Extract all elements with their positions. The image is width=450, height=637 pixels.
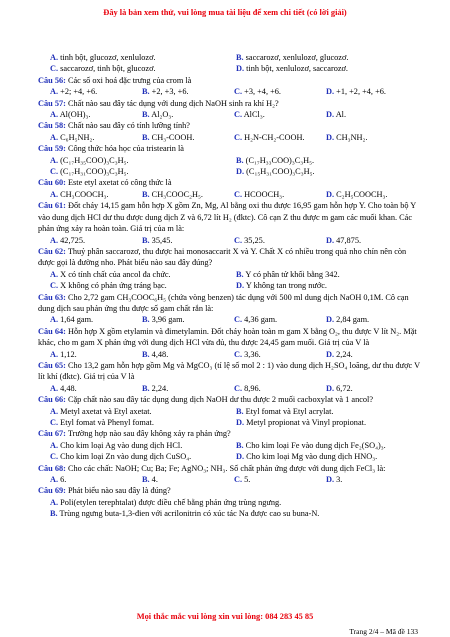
answer-option [50, 406, 236, 417]
option-letter: C. [234, 235, 243, 245]
answer-option [142, 349, 234, 360]
option-text: 35,25. [242, 235, 265, 245]
answer-row [38, 508, 422, 519]
question-text: Chất nào sau đây có tính lưỡng tính? [65, 121, 190, 131]
option-letter: C. [234, 349, 243, 359]
answer-option [236, 166, 422, 177]
answer-option [142, 314, 234, 325]
preview-banner: Đây là bản xem thử, vui lòng mua tài liệu để xem chi tiết (có lời giải) [103, 8, 347, 17]
option-letter: D. [326, 383, 335, 393]
question [38, 98, 422, 109]
answer-option [50, 451, 236, 462]
answer-option [326, 474, 418, 485]
option-letter: A. [50, 269, 59, 279]
answer-row [38, 52, 422, 63]
answer-option [50, 63, 236, 74]
question [38, 177, 422, 188]
option-letter: A. [50, 53, 59, 62]
option-letter: D. [326, 189, 335, 199]
question-number: Câu 60: [38, 178, 66, 188]
question [38, 75, 422, 86]
question [38, 120, 422, 131]
question-number: Câu 66: [38, 395, 66, 405]
answer-option [50, 383, 142, 394]
answer-option [50, 314, 142, 325]
answer-option [142, 474, 234, 485]
answer-option [142, 235, 234, 246]
option-text: CH₃COOC₂H₅. [149, 189, 204, 199]
option-letter: B. [142, 475, 150, 485]
option-letter: D. [236, 452, 245, 462]
option-text: (C₁₇H₃₁COO)₃C₃H₅. [58, 167, 129, 177]
option-letter: C. [234, 315, 243, 325]
option-text: 4,36 gam. [242, 315, 278, 325]
answer-row [38, 63, 422, 74]
answer-row [38, 383, 422, 394]
option-letter: A. [50, 110, 59, 120]
answer-option [326, 86, 418, 97]
option-text: +2; +4, +6. [58, 87, 98, 97]
answer-option [234, 383, 326, 394]
answer-option [50, 349, 142, 360]
option-text: +1, +2, +4, +6. [334, 87, 386, 97]
question-text: Chất nào sau đây tác dụng với dung dịch NaOH sinh ra khí H₂? [65, 98, 279, 108]
option-text: 47,875. [334, 235, 362, 245]
option-text: Cho kim loại Mg vào dung dịch HNO₃. [244, 452, 378, 462]
answer-option [142, 86, 234, 97]
question-number: Câu 64: [38, 326, 66, 336]
answer-row [38, 280, 422, 291]
option-letter: B. [142, 235, 150, 245]
question [38, 428, 422, 439]
option-letter: C. [234, 110, 243, 120]
option-letter: A. [50, 189, 59, 199]
option-letter: D. [236, 418, 245, 427]
option-text: Etyl fomat và Etyl acrylat. [243, 406, 334, 416]
answer-row [38, 86, 422, 97]
option-text: C₂H₅COOCH₃. [334, 189, 388, 199]
answer-option [50, 417, 236, 428]
option-text: AlCl₃. [242, 110, 265, 120]
option-text: (C₁₇H₃₃COO)₃C₃H₅. [243, 155, 315, 165]
answer-option [236, 406, 422, 417]
option-letter: B. [142, 132, 150, 142]
question-text: Cho 13,2 gam hỗn hợp gồm Mg và MgCO₃ (tỉ lệ số mol 2 : 1) vào dung dịch H₂SO₄ loãng, dư thu được V lít khí (đktc). Giá trị của V là [38, 360, 420, 382]
answer-option [50, 497, 281, 508]
answer-row [38, 406, 422, 417]
option-letter: C. [50, 418, 59, 427]
question-text: Cho các chất: NaOH; Cu; Ba; Fe; AgNO₃; NH₃. Số chất phản ứng được với dung dịch FeCl₃ là: [65, 463, 386, 473]
question-text: Cho 2,72 gam CH₃COOC₆H₅ (chứa vòng benzen) tác dụng với 500 ml dung dịch NaOH 0,1M. Cô cạn dung dịch sau phản ứng thu được số gam chất rắn là: [38, 292, 409, 313]
option-text: tinh bột, glucozơ, xenlulozơ. [58, 53, 156, 62]
option-letter: B. [142, 383, 150, 393]
option-letter: C. [234, 475, 243, 485]
question-text: Thuỷ phân saccarozơ, thu được hai monosaccarit X và Y. Chất X có nhiều trong quả nho chín nên còn được gọi là đường nho. Phát biểu nào sau đây đúng? [38, 246, 407, 268]
question [38, 246, 422, 269]
option-text: Poli(etylen terephtalat) được điều chế bằng phản ứng trùng ngưng. [58, 497, 282, 507]
option-text: 8,96. [242, 383, 261, 393]
answer-option [236, 63, 422, 74]
option-letter: C. [234, 132, 243, 142]
option-text: 2,24. [149, 383, 169, 393]
question-text: Phát biểu nào sau đây là đúng? [65, 486, 171, 496]
option-letter: A. [50, 497, 59, 507]
answer-option [142, 189, 234, 200]
option-text: Al. [334, 110, 347, 120]
option-letter: D. [236, 281, 245, 291]
answer-option [50, 235, 142, 246]
answer-option [326, 235, 418, 246]
option-text: Metyl propionat và Vinyl propionat. [244, 418, 367, 427]
answer-option [234, 474, 326, 485]
option-text: 6. [58, 475, 67, 485]
question-number: Câu 57: [38, 98, 66, 108]
option-letter: D. [236, 167, 245, 177]
option-letter: A. [50, 87, 59, 97]
answer-option [142, 132, 234, 143]
option-text: Al₂O₃. [149, 110, 174, 120]
answer-option [236, 451, 422, 462]
option-text: +2, +3, +6. [149, 87, 189, 97]
option-text: 2,84 gam. [334, 315, 370, 325]
answer-row [38, 474, 422, 485]
option-text: 4. [149, 475, 158, 485]
answer-option [50, 474, 142, 485]
answer-row [38, 451, 422, 462]
answer-row [38, 155, 422, 166]
option-text: Al(OH)₃. [58, 110, 91, 120]
page-number: Trang 2/4 – Mã đề 133 [349, 627, 418, 636]
answer-option [142, 383, 234, 394]
question-number: Câu 58: [38, 121, 66, 131]
option-letter: B. [236, 406, 244, 416]
option-letter: A. [50, 235, 59, 245]
answer-option [326, 109, 418, 120]
option-text: 5. [242, 475, 251, 485]
answer-option [50, 440, 236, 451]
option-letter: C. [50, 452, 59, 462]
option-letter: C. [50, 281, 59, 291]
answer-option [50, 166, 236, 177]
question-number: Câu 63: [38, 292, 66, 302]
answer-option [236, 269, 422, 280]
option-letter: B. [50, 509, 58, 519]
answer-option [326, 189, 418, 200]
option-text: (C₁₅H₃₁COO)₃C₃H₅. [244, 167, 315, 177]
question-number: Câu 61: [38, 201, 66, 211]
option-letter: A. [50, 406, 59, 416]
option-letter: B. [236, 440, 244, 450]
option-text: Cho kim loại Ag vào dung dịch HCl. [58, 440, 183, 450]
option-letter: C. [234, 189, 243, 199]
contact-banner: Mọi thắc mắc vui lòng xin vui lòng: 084 283 45 85 [136, 612, 314, 621]
option-letter: A. [50, 475, 59, 485]
answer-option [234, 109, 326, 120]
answer-row [38, 440, 422, 451]
option-text: (C₁₇H₃₅COO)₃C₃H₅. [58, 155, 129, 165]
option-letter: B. [142, 189, 150, 199]
question-number: Câu 59: [38, 144, 66, 154]
question-number: Câu 65: [38, 360, 66, 370]
answer-row [38, 349, 422, 360]
option-letter: D. [326, 132, 335, 142]
option-letter: A. [50, 155, 59, 165]
answer-option [50, 86, 142, 97]
answer-option [326, 349, 418, 360]
option-text: Y có phân tử khối bằng 342. [243, 269, 340, 279]
option-text: 4,48. [149, 349, 169, 359]
option-letter: D. [326, 235, 335, 245]
option-text: Metyl axetat và Etyl axetat. [58, 406, 152, 416]
question [38, 326, 422, 349]
answer-option [236, 52, 422, 63]
answer-option [326, 383, 418, 394]
question-text: Đốt cháy 14,15 gam hỗn hợp X gồm Zn, Mg, Al bằng oxi thu được 16,95 gam hỗn hợp Y. Cho toàn bộ Y vào dung dịch HCl dư thu được dung dịch Z và 6,72 lít H₂ (đktc). Cô cạn Z thu được m gam các muối khan. Các phản ứng xảy ra hoàn toàn. Giá trị của m là: [38, 201, 416, 234]
answer-option [326, 314, 418, 325]
option-text: CH₃NH₂. [334, 132, 368, 142]
option-text: 6,72. [334, 383, 353, 393]
option-text: 42,725. [58, 235, 86, 245]
question-number: Câu 69: [38, 486, 66, 496]
question-text: Công thức hóa học của tristearin là [65, 144, 184, 154]
answer-option [236, 440, 422, 451]
answer-row [38, 235, 422, 246]
answer-row [38, 417, 422, 428]
option-letter: B. [142, 110, 150, 120]
answer-option [50, 269, 236, 280]
question [38, 143, 422, 154]
answer-option [236, 155, 422, 166]
answer-row [38, 132, 422, 143]
option-text: saccarozơ, tinh bột, glucozơ. [58, 64, 156, 74]
option-text: 3. [334, 475, 343, 485]
answer-option [236, 417, 422, 428]
answer-option [50, 155, 236, 166]
option-letter: A. [50, 383, 59, 393]
option-text: 35,45. [149, 235, 173, 245]
option-text: 1,64 gam. [58, 315, 94, 325]
option-text: CH₃COOCH₃. [58, 189, 109, 199]
question-text: Cặp chất nào sau đây tác dụng dung dịch NaOH dư thu được 2 muối cacboxylat và 1 ancol? [65, 395, 374, 405]
answer-option [236, 280, 422, 291]
question-text: Trường hợp nào sau đây không xảy ra phản ứng? [65, 429, 231, 439]
question-number: Câu 68: [38, 463, 66, 473]
answer-option [50, 109, 142, 120]
question-number: Câu 67: [38, 429, 66, 439]
option-letter: A. [50, 349, 59, 359]
answer-option [234, 235, 326, 246]
question [38, 394, 422, 405]
option-letter: D. [326, 315, 335, 325]
option-letter: D. [326, 349, 335, 359]
option-letter: C. [50, 167, 59, 177]
option-text: 3,36. [242, 349, 261, 359]
option-text: Cho kim loại Zn vào dung dịch CuSO₄. [58, 452, 192, 462]
question [38, 485, 422, 496]
answer-option [234, 86, 326, 97]
option-letter: C. [234, 383, 243, 393]
option-text: CH₃-COOH. [149, 132, 195, 142]
answer-row [38, 269, 422, 280]
option-letter: B. [236, 53, 244, 62]
option-letter: B. [142, 315, 150, 325]
option-text: 2,24. [334, 349, 353, 359]
question-text: Các số oxi hoá đặc trưng của crom là [65, 75, 192, 85]
option-text: Etyl fomat và Phenyl fomat. [58, 418, 154, 427]
option-text: 3,96 gam. [149, 315, 185, 325]
answer-option [234, 132, 326, 143]
option-letter: B. [236, 155, 244, 165]
answer-option [234, 349, 326, 360]
answer-row [38, 314, 422, 325]
option-text: +3, +4, +6. [242, 87, 282, 97]
option-letter: D. [326, 87, 335, 97]
answer-option [234, 189, 326, 200]
answer-option [50, 508, 319, 519]
option-text: saccarozơ, xenlulozơ, glucozơ. [243, 53, 349, 62]
answer-option [50, 280, 236, 291]
option-text: 1,12. [58, 349, 77, 359]
option-text: HCOOCH₃. [242, 189, 285, 199]
option-letter: C. [50, 64, 59, 74]
answer-row [38, 109, 422, 120]
question-number: Câu 62: [38, 246, 66, 256]
question-number: Câu 56: [38, 75, 66, 85]
option-text: C₆H₅NH₂. [58, 132, 95, 142]
answer-row [38, 189, 422, 200]
question [38, 292, 422, 315]
question-text: Este etyl axetat có công thức là [65, 178, 172, 188]
option-letter: C. [234, 87, 243, 97]
option-text: Y không tan trong nước. [244, 281, 328, 291]
option-text: 4,48. [58, 383, 77, 393]
option-text: X không có phản ứng tráng bạc. [58, 281, 167, 291]
answer-option [326, 132, 418, 143]
exam-content [38, 52, 422, 520]
option-letter: A. [50, 440, 59, 450]
option-text: Cho kim loại Fe vào dung dịch Fe₂(SO₄)₃. [243, 440, 386, 450]
question [38, 360, 422, 383]
option-letter: D. [326, 110, 335, 120]
answer-option [142, 109, 234, 120]
option-letter: A. [50, 315, 59, 325]
option-letter: A. [50, 132, 59, 142]
answer-option [50, 189, 142, 200]
answer-row [38, 166, 422, 177]
option-letter: B. [142, 349, 150, 359]
question [38, 200, 422, 234]
question [38, 463, 422, 474]
question-text: Hỗn hợp X gồm etylamin và đimetylamin. Đốt cháy hoàn toàn m gam X bằng O₂, thu được V lít N₂. Mặt khác, cho m gam X phản ứng với dung dịch HCl vừa đủ, thu được 24,45 gam muối. Giá trị của V là [38, 326, 417, 348]
answer-option [50, 52, 236, 63]
option-letter: D. [326, 475, 335, 485]
answer-option [50, 132, 142, 143]
option-letter: B. [236, 269, 244, 279]
option-text: tinh bột, xenlulozơ, saccarozơ. [244, 64, 349, 74]
answer-row [38, 497, 422, 508]
option-text: Trùng ngưng buta-1,3-đien với acrilonitrin có xúc tác Na được cao su buna-N. [57, 509, 320, 519]
option-letter: B. [142, 87, 150, 97]
option-letter: D. [236, 64, 245, 74]
option-text: H₂N-CH₂-COOH. [242, 132, 305, 142]
option-text: X có tính chất của ancol đa chức. [58, 269, 171, 279]
answer-option [234, 314, 326, 325]
